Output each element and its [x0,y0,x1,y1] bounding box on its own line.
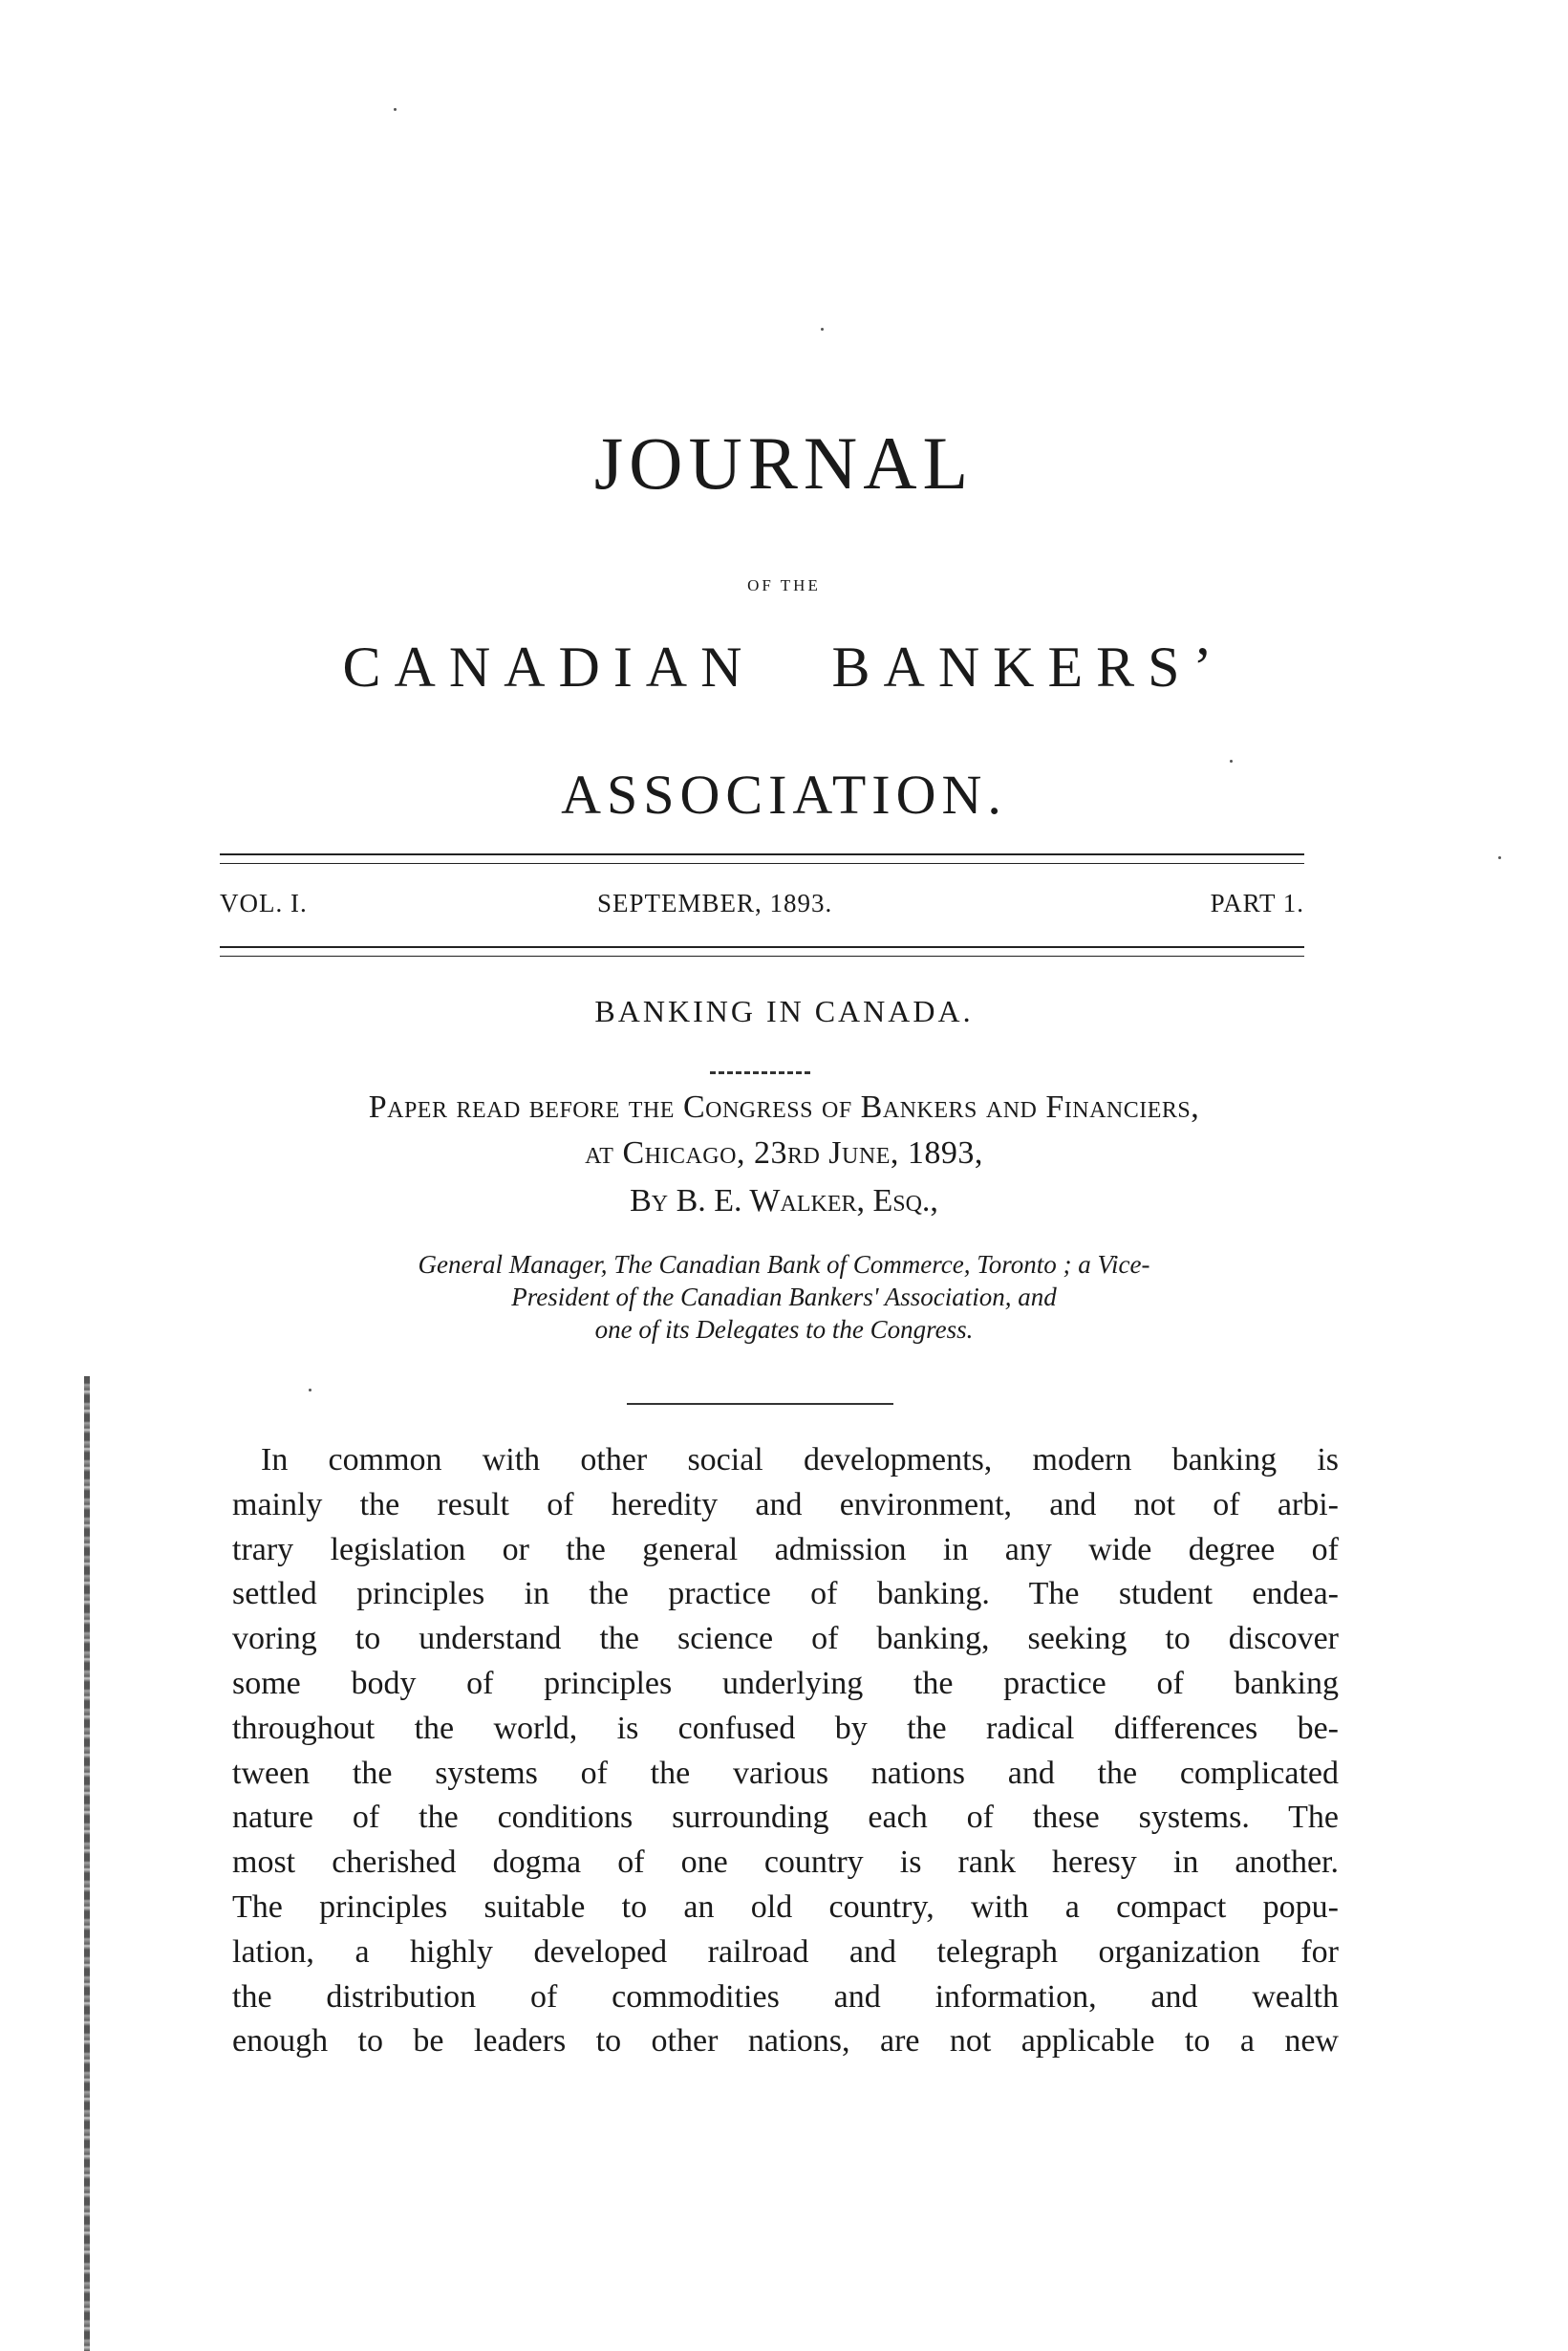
article-body [232,1438,1339,2064]
journal-name-line [0,635,1568,701]
journal-title: JOURNAL [593,421,975,505]
issue-date: SEPTEMBER, 1893. [597,889,833,917]
journal-name-bankers: BANKERS’ [831,636,1226,699]
journal-subtitle-of-the: OF THE [747,576,821,594]
article-byline: By B. E. Walker, Esq., [630,1183,938,1219]
body-line: the distribution of commodities and information, and wealth [232,1978,1339,2015]
part-number: PART 1. [1210,889,1304,917]
body-line: nature of the conditions surrounding each of these systems. The [232,1800,1339,1836]
body-line: mainly the result of heredity and environment, and not of arbi- [232,1486,1339,1522]
body-line: settled principles in the practice of banking. The student endea- [232,1576,1339,1612]
paper-speck [309,1389,311,1391]
journal-name-association: ASSOCIATION. [561,764,1007,826]
author-affiliation-line-1: General Manager, The Canadian Bank of Commerce, Toronto ; a Vice- [418,1250,1150,1279]
body-line: some body of principles underlying the practice of banking [232,1665,1339,1701]
body-line: most cherished dogma of one country is rank heresy in another. [232,1844,1339,1881]
author-affiliation-line-3: one of its Delegates to the Congress. [594,1315,974,1344]
masthead-rule-bottom [220,946,1304,957]
article-subtitle-line-1: Paper read before the Congress of Bankers and Financiers, [368,1089,1200,1125]
paper-speck [1498,856,1501,859]
body-line: throughout the world, is confused by the radical differences be- [232,1710,1339,1746]
paper-speck [394,108,397,111]
section-divider-rule [627,1403,893,1405]
title-dash-ornament [710,1071,810,1077]
author-affiliation-line-2: President of the Canadian Bankers' Association, and [511,1283,1057,1311]
article-subtitle-line-2: at Chicago, 23rd June, 1893, [585,1135,983,1171]
binding-edge-shadow [84,1376,90,2351]
paper-speck [821,328,824,331]
journal-name-canadian: CANADIAN [342,636,756,699]
body-line: enough to be leaders to other nations, are not applicable to a new [232,2023,1339,2060]
article-title: BANKING IN CANADA. [594,994,974,1028]
body-line: tween the systems of the various nations and the complicated [232,1755,1339,1791]
masthead-rule-top [220,853,1304,864]
volume-number: VOL. I. [220,889,308,917]
body-line: trary legislation or the general admission in any wide degree of [232,1531,1339,1567]
issue-info-row [220,889,1304,927]
body-line: voring to understand the science of banking, seeking to discover [232,1621,1339,1657]
body-line: lation, a highly developed railroad and telegraph organization for [232,1933,1339,1970]
body-line: The principles suitable to an old country, with a compact popu- [232,1888,1339,1925]
body-line: In common with other social developments, modern banking is [261,1442,1339,1477]
